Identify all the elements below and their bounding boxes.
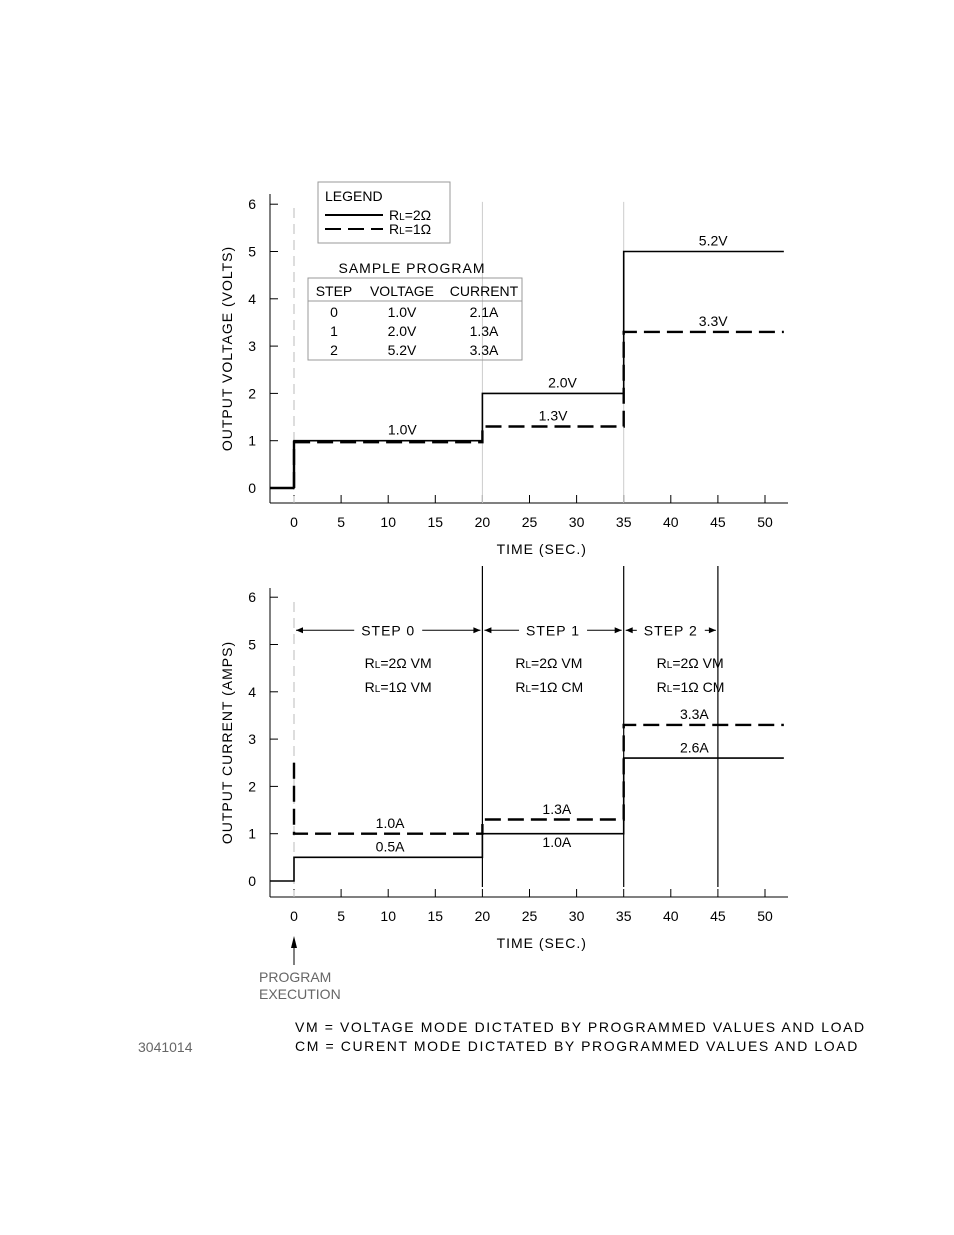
x-tick-label: 35: [615, 908, 632, 924]
mode-label-rl-2ohm: RL=2Ω VM: [656, 655, 724, 672]
y-axis-label: OUTPUT CURRENT (AMPS): [219, 640, 235, 845]
table-cell: 1: [330, 323, 338, 339]
y-tick-label: 6: [248, 589, 256, 606]
arrowhead-right: [473, 627, 480, 633]
data-label: 2.0V: [548, 374, 577, 391]
current-chart: [219, 566, 788, 1002]
data-label: 0.5A: [375, 838, 405, 855]
step-label: STEP 0: [361, 622, 416, 639]
series-line-rl-2ohm: [270, 758, 783, 881]
arrowhead-left: [484, 627, 491, 633]
note-vm: VM = VOLTAGE MODE DICTATED BY PROGRAMMED VALUES AND LOAD: [295, 1019, 866, 1035]
mode-label-rl-1ohm: RL=1Ω CM: [515, 678, 584, 695]
mode-label-rl-1ohm: RL=1Ω CM: [656, 678, 725, 695]
data-label: 1.3V: [538, 407, 568, 424]
arrowhead-right: [709, 627, 716, 633]
x-tick-label: 45: [710, 514, 726, 530]
y-tick-label: 0: [248, 873, 256, 889]
legend-entry: RL=2Ω: [389, 207, 432, 223]
execution-arrowhead: [291, 936, 297, 948]
y-axis-label: OUTPUT VOLTAGE (VOLTS): [219, 245, 235, 452]
x-tick-label: 0: [290, 514, 298, 530]
x-tick-label: 5: [337, 908, 345, 924]
y-tick-label: 4: [248, 290, 256, 307]
x-tick-label: 45: [710, 908, 726, 924]
y-tick-label: 3: [248, 731, 256, 748]
mode-label-rl-2ohm: RL=2Ω VM: [364, 655, 432, 672]
y-tick-label: 2: [248, 385, 256, 402]
x-tick-label: 15: [427, 514, 444, 530]
table-cell: 2.1A: [469, 304, 499, 320]
figure-id: 3041014: [138, 1039, 193, 1055]
y-tick-label: 2: [248, 778, 256, 795]
arrowhead-left: [296, 627, 303, 633]
y-tick-label: 4: [248, 683, 256, 700]
y-tick-label: 1: [248, 432, 256, 449]
y-tick-label: 3: [248, 338, 256, 355]
x-tick-label: 50: [757, 514, 773, 530]
x-tick-label: 10: [380, 908, 396, 924]
table-cell: 1.3A: [469, 323, 499, 339]
data-label: 1.0V: [387, 421, 417, 438]
table-cell: 0: [330, 304, 338, 320]
table-cell: 2.0V: [387, 323, 417, 339]
x-tick-label: 40: [663, 514, 679, 530]
series-line-rl-1ohm: [294, 725, 784, 834]
x-tick-label: 5: [337, 514, 345, 530]
x-tick-label: 10: [380, 514, 396, 530]
data-label: 5.2V: [698, 232, 728, 249]
y-tick-label: 1: [248, 825, 256, 842]
table-cell: 1.0V: [387, 304, 417, 320]
x-tick-label: 25: [521, 514, 538, 530]
x-tick-label: 15: [427, 908, 444, 924]
data-label: 1.0A: [542, 833, 572, 850]
data-label: 1.0A: [375, 815, 405, 832]
annotation-line2: EXECUTION: [259, 986, 341, 1002]
legend-entry: RL=1Ω: [389, 221, 432, 237]
annotation-line1: PROGRAM: [259, 969, 332, 985]
note-cm: CM = CURENT MODE DICTATED BY PROGRAMMED VALUES AND LOAD: [295, 1038, 859, 1054]
arrowhead-right: [615, 627, 622, 633]
y-tick-label: 0: [248, 480, 256, 496]
x-tick-label: 40: [663, 908, 679, 924]
voltage-chart: [219, 182, 788, 557]
x-tick-label: 0: [290, 908, 298, 924]
legend: [318, 182, 450, 243]
data-label: 1.3A: [542, 800, 572, 817]
x-tick-label: 20: [474, 908, 491, 924]
table-cell: 5.2V: [387, 342, 417, 358]
data-label: 3.3V: [698, 312, 728, 329]
table-header: STEP: [315, 283, 353, 299]
x-tick-label: 30: [568, 908, 585, 924]
sample-program-table: [308, 260, 522, 360]
legend-title: LEGEND: [325, 188, 383, 204]
table-header: VOLTAGE: [369, 283, 435, 299]
step-label: STEP 2: [643, 622, 698, 639]
table-cell: 2: [330, 342, 338, 358]
mode-label-rl-1ohm: RL=1Ω VM: [364, 678, 432, 695]
x-tick-label: 50: [757, 908, 773, 924]
table-cell: 3.3A: [469, 342, 499, 358]
data-label: 3.3A: [679, 706, 709, 723]
footnotes: [138, 1019, 866, 1055]
table-header: CURRENT: [449, 283, 519, 299]
x-tick-label: 30: [568, 514, 585, 530]
sample-program-title: SAMPLE PROGRAM: [338, 260, 486, 276]
x-tick-label: 25: [521, 908, 538, 924]
step-label: STEP 1: [526, 622, 581, 639]
arrowhead-left: [626, 627, 633, 633]
data-label: 2.6A: [679, 739, 709, 756]
y-tick-label: 6: [248, 196, 256, 213]
y-tick-label: 5: [248, 243, 256, 260]
x-axis-label: TIME (SEC.): [496, 935, 587, 951]
y-tick-label: 5: [248, 636, 256, 653]
x-axis-label: TIME (SEC.): [496, 541, 587, 557]
mode-label-rl-2ohm: RL=2Ω VM: [515, 655, 583, 672]
x-tick-label: 35: [615, 514, 632, 530]
x-tick-label: 20: [474, 514, 491, 530]
